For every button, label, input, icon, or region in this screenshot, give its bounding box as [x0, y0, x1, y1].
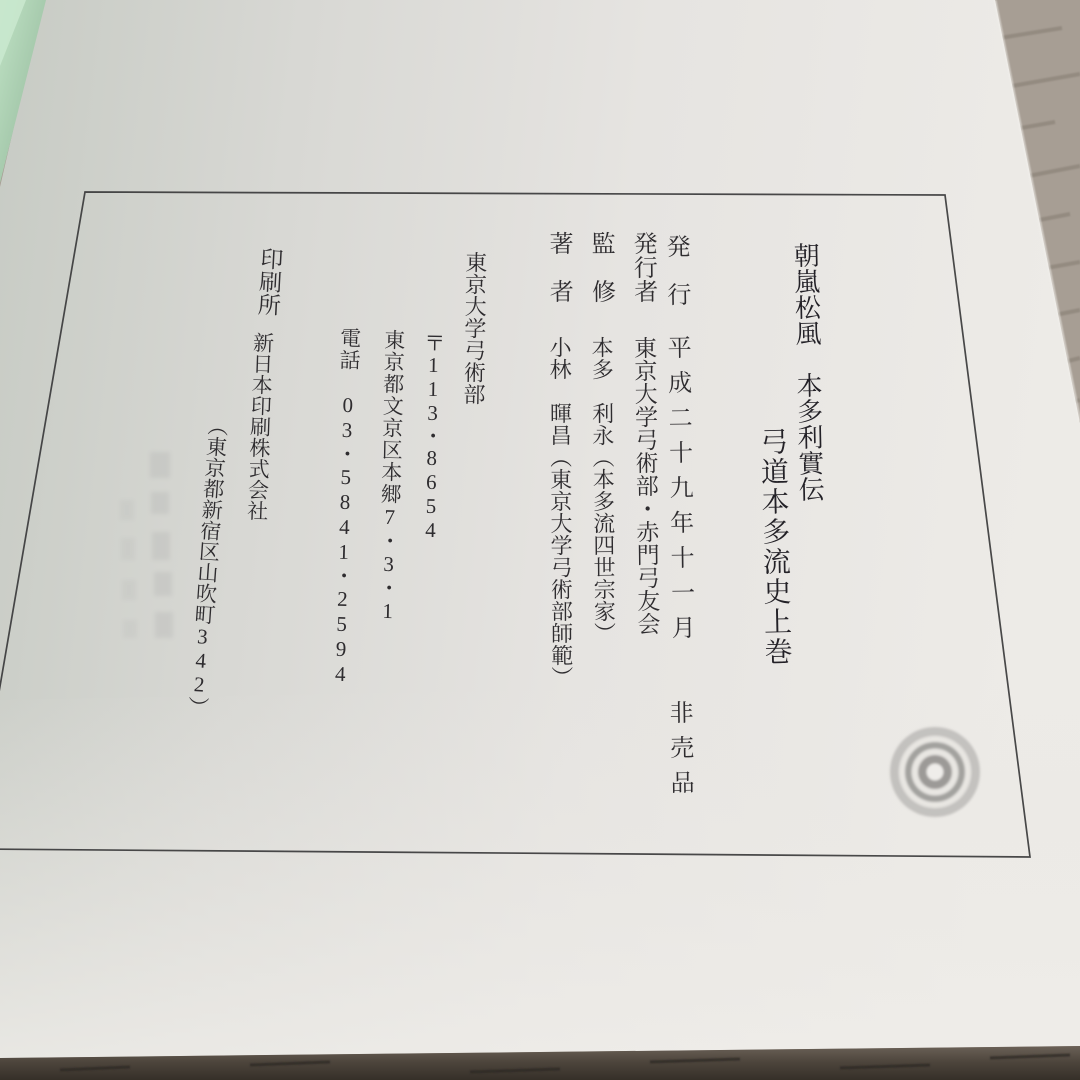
supervisor-label: 監 修 — [587, 230, 614, 304]
archery-target-icon — [890, 727, 980, 817]
publish-date: 平成二十九年十一月 — [663, 334, 694, 651]
publisher-name: 東京大学弓術部・赤門弓友会 — [631, 335, 660, 636]
title-main: 朝嵐松風 本多利實伝 — [790, 241, 825, 503]
printer-label: 印刷所 — [254, 246, 283, 317]
not-for-sale-note: 非売品 — [665, 699, 693, 806]
phone-number: 電話 03・5841・2594 — [327, 326, 362, 688]
supervisor-name: 本多 利永（本多流四世宗家） — [589, 335, 617, 645]
publisher-label: 発行者 — [629, 230, 656, 304]
title-sub: 弓道本多流史上巻 — [756, 426, 793, 668]
street-address: 東京都文京区本郷7・3・1 — [375, 328, 406, 625]
printer-address: （東京都新宿区山吹町342） — [184, 414, 230, 719]
printer-name: 新日本印刷株式会社 — [244, 331, 275, 522]
postal-code: 〒113・8654 — [418, 331, 446, 543]
author-name: 小林 暉昌（東京大学弓術部師範） — [547, 335, 574, 689]
publish-label: 発 行 — [662, 233, 690, 307]
author-label: 著 者 — [545, 230, 572, 304]
contact-organization: 東京大学弓術部 — [460, 250, 488, 406]
